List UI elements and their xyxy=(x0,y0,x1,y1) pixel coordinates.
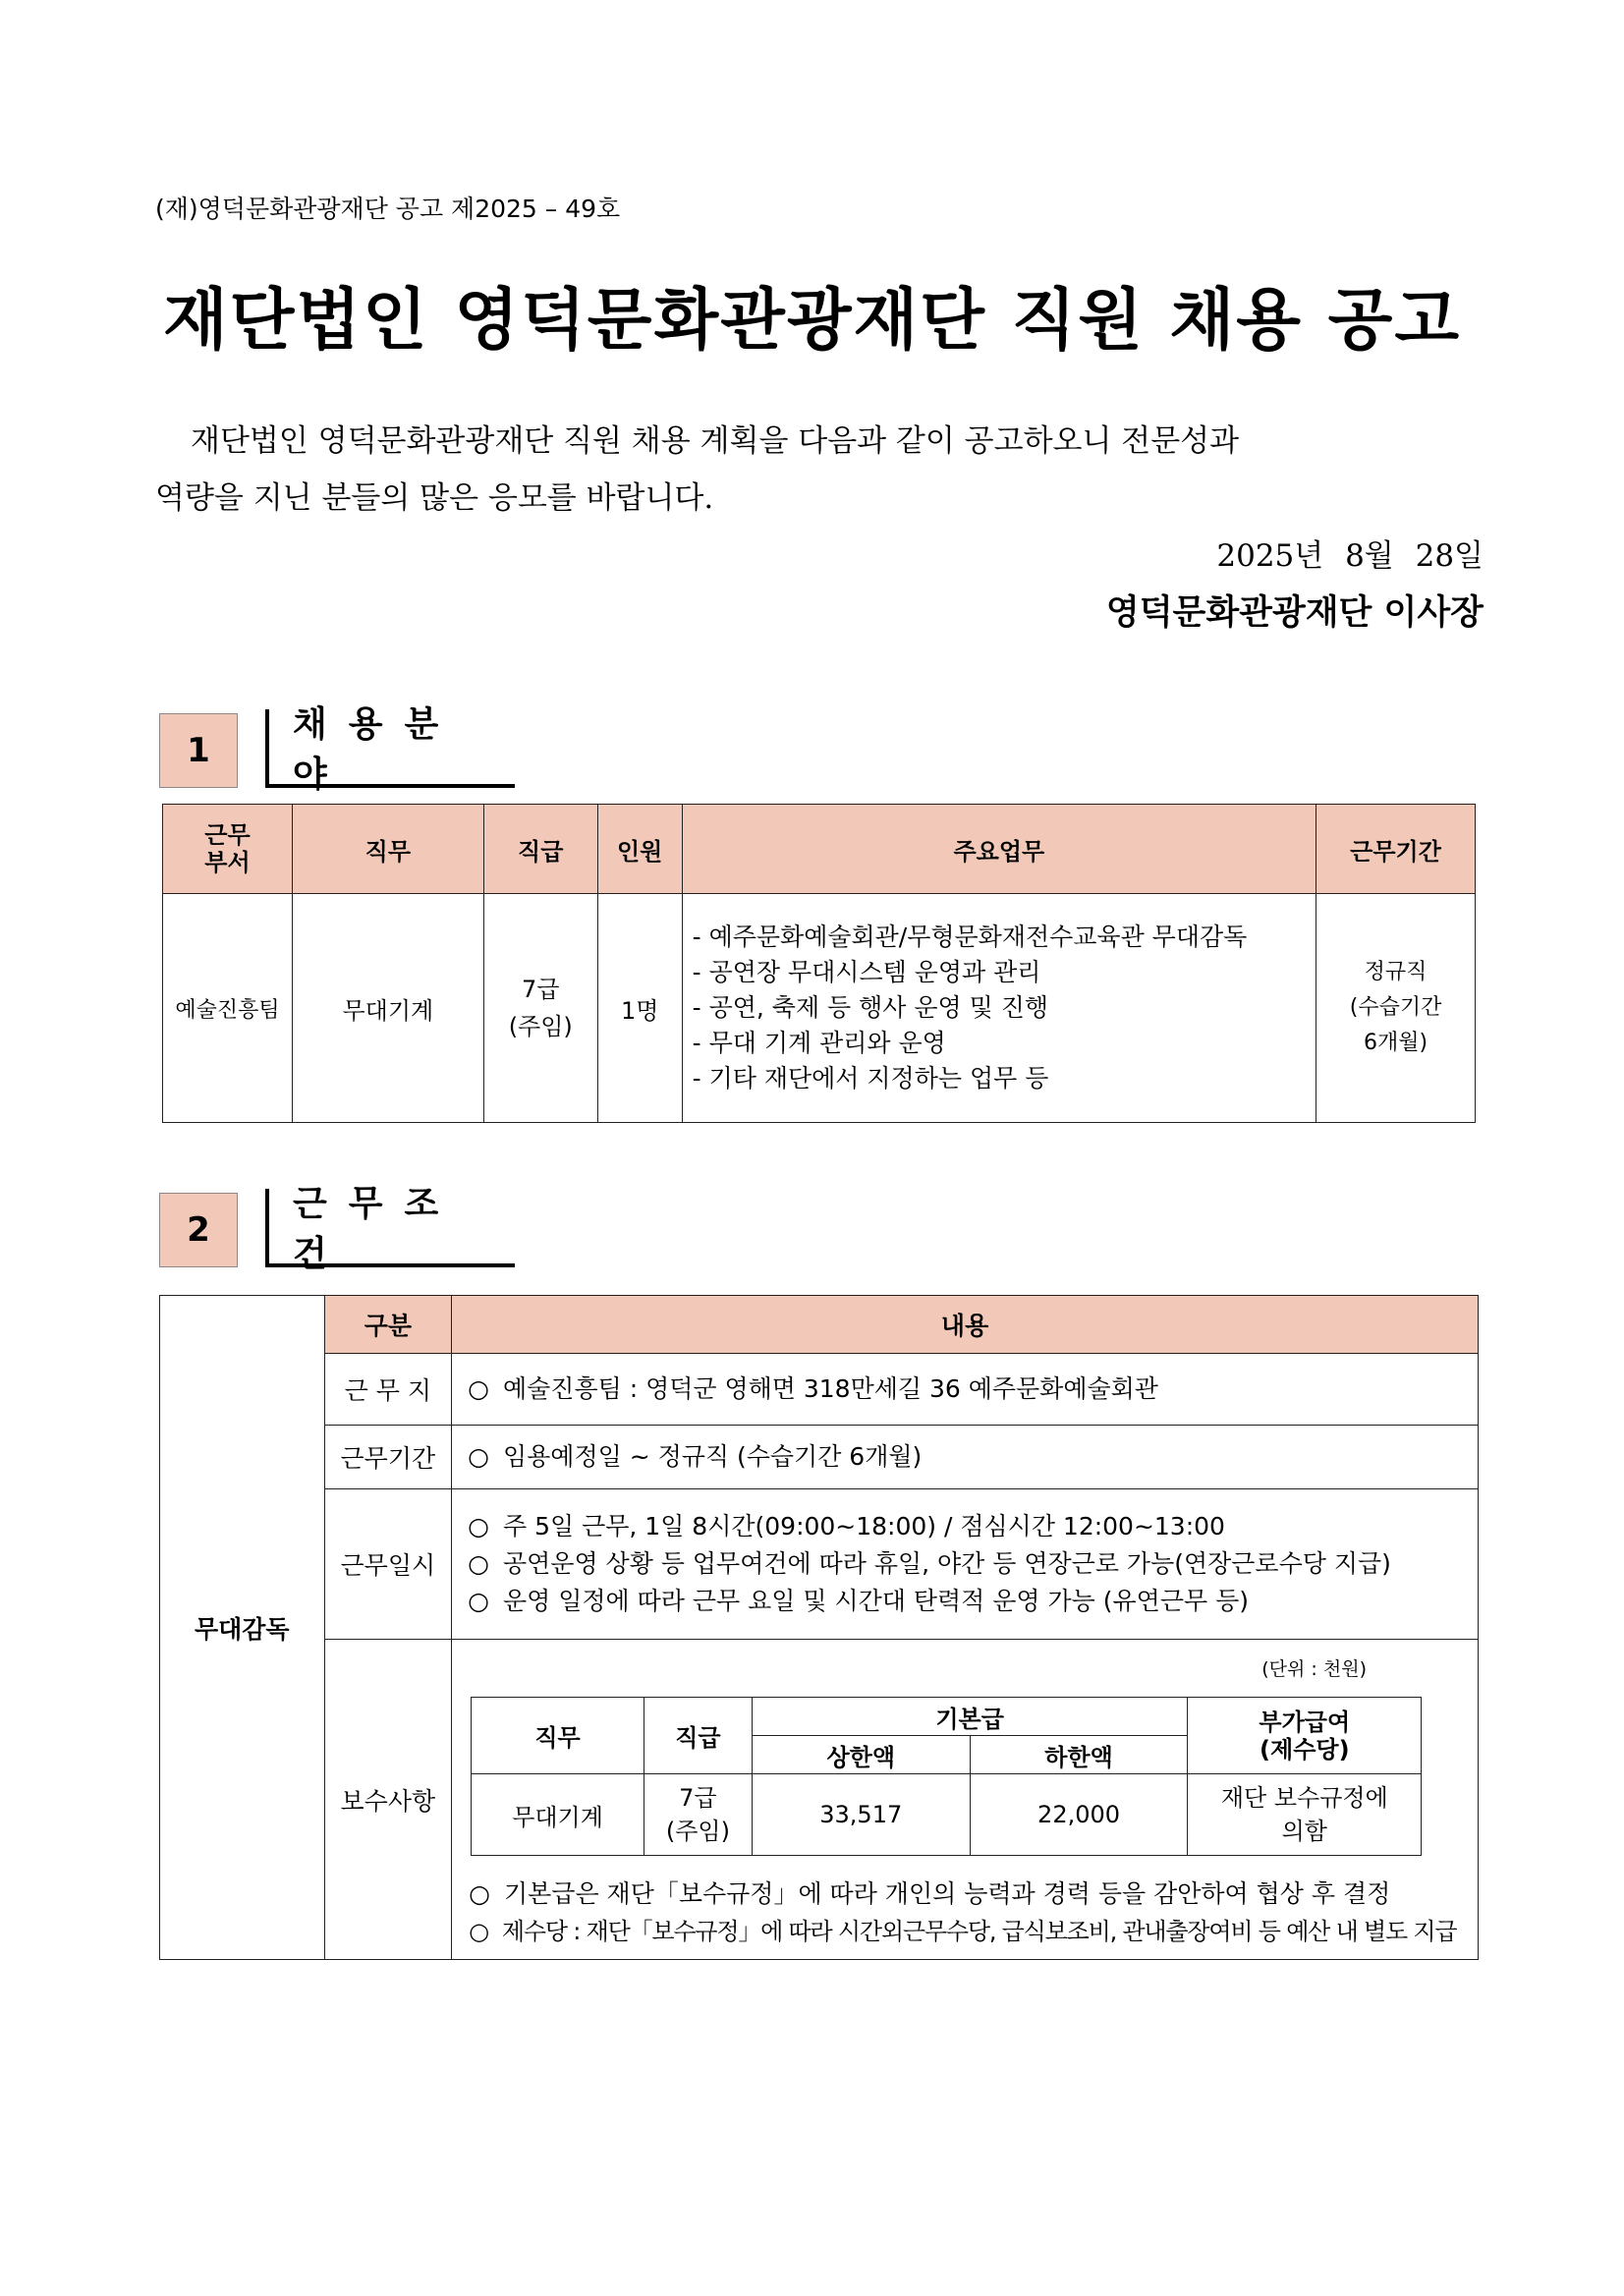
cell-job: 무대기계 xyxy=(292,894,483,1123)
header-count: 인원 xyxy=(597,805,682,894)
pay-header-job: 직무 xyxy=(472,1698,644,1774)
header-category: 구분 xyxy=(324,1296,452,1354)
section-1-number: 1 xyxy=(159,713,238,788)
section-1-title: 채용분야 xyxy=(265,709,515,788)
duty-item: - 기타 재단에서 지정하는 업무 등 xyxy=(692,1064,1049,1092)
cell-dept: 예술진흥팀 xyxy=(163,894,293,1123)
table-row xyxy=(160,1354,1479,1426)
hours-item: ○ 공연운영 상황 등 업무여건에 따라 휴일, 야간 등 연장근로 가능(연장근로수당 지급) xyxy=(468,1549,1391,1578)
pay-cell-upper: 33,517 xyxy=(752,1774,970,1856)
pay-label: 보수사항 xyxy=(324,1640,452,1960)
pay-header-lower: 하한액 xyxy=(970,1736,1188,1774)
duty-item: - 공연장 무대시스템 운영과 관리 xyxy=(692,958,1041,986)
cell-period: 정규직 (수습기간 6개월) xyxy=(1316,894,1476,1123)
cell-duties xyxy=(682,894,1316,1123)
header-job: 직무 xyxy=(292,805,483,894)
pay-header-extra: 부가급여 (제수당) xyxy=(1188,1698,1422,1774)
pay-cell-grade: 7급 (주임) xyxy=(644,1774,752,1856)
header-content: 내용 xyxy=(452,1296,1479,1354)
pay-table xyxy=(471,1697,1422,1856)
workplace-content: ○ 예술진흥팀 : 영덕군 영해면 318만세길 36 예주문화예술회관 xyxy=(452,1354,1479,1426)
table-row xyxy=(160,1489,1479,1640)
work-conditions-table xyxy=(159,1295,1479,1960)
hours-label: 근무일시 xyxy=(324,1489,452,1640)
intro-paragraph xyxy=(155,413,1484,527)
pay-cell-job: 무대기계 xyxy=(472,1774,644,1856)
cell-grade: 7급 (주임) xyxy=(483,894,597,1123)
duty-item: - 무대 기계 관리와 운영 xyxy=(692,1029,946,1057)
hours-item: ○ 운영 일정에 따라 근무 요일 및 시간대 탄력적 운영 가능 (유연근무 등) xyxy=(468,1587,1249,1615)
table-row xyxy=(160,1640,1479,1960)
notice-number: (재)영덕문화관광재단 공고 제2025 – 49호 xyxy=(155,195,621,223)
pay-note: ○ 기본급은 재단「보수규정」에 따라 개인의 능력과 경력 등을 감안하여 협상 후 결정 xyxy=(469,1879,1391,1908)
pay-notes xyxy=(453,1856,1477,1958)
recruitment-field-table xyxy=(162,804,1476,1123)
intro-line-1: 재단법인 영덕문화관광재단 직원 채용 계획을 다음과 같이 공고하오니 전문성과 xyxy=(191,423,1240,459)
header-duties: 주요업무 xyxy=(682,805,1316,894)
table-row xyxy=(163,894,1476,1123)
duty-item: - 공연, 축제 등 행사 운영 및 진행 xyxy=(692,993,1049,1022)
period-label: 근무기간 xyxy=(324,1426,452,1489)
pay-content xyxy=(452,1640,1479,1960)
table-row xyxy=(472,1774,1422,1856)
header-dept: 근무부서 xyxy=(163,805,293,894)
header-grade: 직급 xyxy=(483,805,597,894)
header-period: 근무기간 xyxy=(1316,805,1476,894)
hours-item: ○ 주 5일 근무, 1일 8시간(09:00~18:00) / 점심시간 12:00~13:00 xyxy=(468,1512,1225,1540)
pay-cell-extra: 재단 보수규정에 의함 xyxy=(1188,1774,1422,1856)
pay-header-upper: 상한액 xyxy=(752,1736,970,1774)
document-title: 재단법인 영덕문화관광재단 직원 채용 공고 xyxy=(162,282,1462,360)
side-label: 무대감독 xyxy=(160,1296,325,1960)
signer: 영덕문화관광재단 이사장 xyxy=(1105,593,1484,633)
duty-item: - 예주문화예술회관/무형문화재전수교육관 무대감독 xyxy=(692,923,1248,951)
pay-cell-lower: 22,000 xyxy=(970,1774,1188,1856)
period-content: ○ 임용예정일 ~ 정규직 (수습기간 6개월) xyxy=(452,1426,1479,1489)
notice-date: 2025년 8월 28일 xyxy=(1216,538,1484,574)
section-2-title: 근무조건 xyxy=(265,1189,515,1267)
cell-count: 1명 xyxy=(597,894,682,1123)
pay-header-base: 기본급 xyxy=(752,1698,1188,1736)
section-2-number: 2 xyxy=(159,1193,238,1267)
intro-line-2: 역량을 지닌 분들의 많은 응모를 바랍니다. xyxy=(155,480,714,516)
pay-header-grade: 직급 xyxy=(644,1698,752,1774)
pay-unit: (단위 : 천원) xyxy=(1261,1658,1367,1680)
workplace-label: 근 무 지 xyxy=(324,1354,452,1426)
table-row xyxy=(160,1426,1479,1489)
hours-content xyxy=(452,1489,1479,1640)
pay-note: ○ 제수당 : 재단「보수규정」에 따라 시간외근무수당, 급식보조비, 관내출장여비 등 예산 내 별도 지급 xyxy=(469,1918,1457,1945)
